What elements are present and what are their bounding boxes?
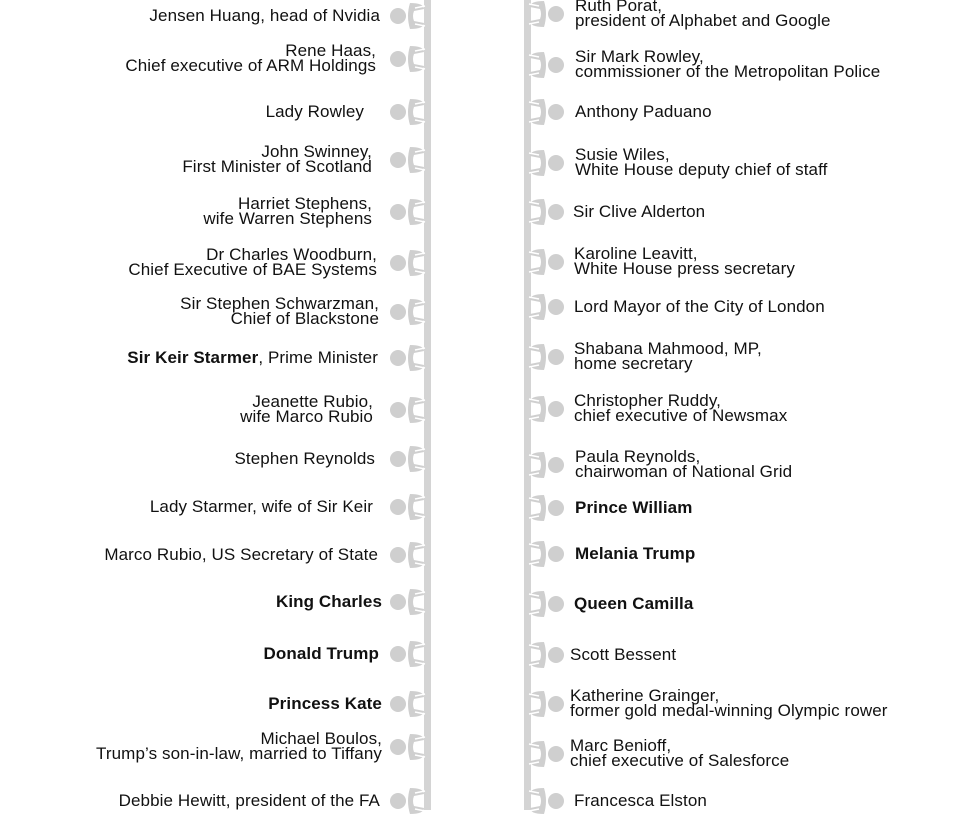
seat-left [388, 42, 428, 76]
guest-name: Princess Kate [268, 694, 382, 713]
guest-role-line: Chief executive of ARM Holdings [125, 56, 376, 75]
guest-name: Prince William [575, 498, 693, 517]
guest-name: Stephen Reynolds [234, 449, 375, 468]
right-guest [574, 793, 707, 808]
guest-name: Susie Wiles, [575, 145, 670, 164]
left-guest [104, 547, 378, 562]
guest-name: Katherine Grainger, [570, 686, 720, 705]
seat-left [388, 246, 428, 280]
guest-role-line: wife Marco Rubio [240, 407, 373, 426]
seat-right [526, 737, 566, 771]
seat-right [526, 95, 566, 129]
guest-role-line: First Minister of Scotland [182, 157, 372, 176]
left-guest [150, 499, 373, 514]
seat-right [526, 0, 566, 31]
seat-right [526, 340, 566, 374]
guest-name: Sir Mark Rowley, [575, 47, 704, 66]
guest-name: Sir Keir Starmer [127, 348, 259, 367]
guest-name: Dr Charles Woodburn, [206, 245, 377, 264]
guest-name: Paula Reynolds, [575, 447, 701, 466]
guest-role-line: White House press secretary [574, 259, 795, 278]
seat-right [526, 245, 566, 279]
right-guest [570, 738, 789, 768]
seat-left [388, 295, 428, 329]
guest-role: , president of the FA [225, 791, 380, 810]
guest-name: Karoline Leavitt, [574, 244, 698, 263]
guest-role-line: commissioner of the Metropolitan Police [575, 62, 881, 81]
right-guest [575, 449, 792, 479]
guest-name: John Swinney, [261, 142, 372, 161]
left-guest [234, 451, 375, 466]
right-guest [570, 688, 888, 718]
seat-right [526, 290, 566, 324]
left-guest [268, 696, 382, 711]
guest-name: Lady Rowley [265, 102, 364, 121]
guest-role-line: wife Warren Stephens [203, 209, 372, 228]
guest-role: , wife of Sir Keir [252, 497, 373, 516]
guest-name: Jensen Huang [149, 6, 261, 25]
seat-left [388, 490, 428, 524]
seat-left [388, 143, 428, 177]
guest-name: Sir Stephen Schwarzman, [180, 294, 379, 313]
left-guest [127, 350, 378, 365]
guest-role-line: former gold medal-winning Olympic rower [570, 701, 888, 720]
seat-right [526, 491, 566, 525]
left-guest [182, 144, 372, 174]
right-guest [574, 299, 825, 314]
guest-role-line: Trump’s son-in-law, married to Tiffany [96, 744, 382, 763]
guest-name: Francesca Elston [574, 791, 707, 810]
right-guest [574, 596, 693, 611]
seat-left [388, 341, 428, 375]
left-guest [276, 594, 382, 609]
guest-role-line: chairwoman of National Grid [575, 462, 793, 481]
guest-name: Christopher Ruddy, [574, 391, 721, 410]
right-guest [573, 204, 705, 219]
seat-left [388, 687, 428, 721]
left-guest [119, 793, 380, 808]
left-guest [203, 196, 372, 226]
guest-name: Lady Starmer [149, 497, 253, 516]
seat-right [526, 448, 566, 482]
left-guest [125, 43, 376, 73]
guest-name: Debbie Hewitt [118, 791, 226, 810]
left-guest [264, 646, 379, 661]
seat-right [526, 195, 566, 229]
guest-name: Rene Haas, [285, 41, 376, 60]
seat-left [388, 95, 428, 129]
guest-role-line: chief executive of Salesforce [570, 751, 790, 770]
right-guest [574, 341, 762, 371]
guest-name: King Charles [275, 592, 382, 611]
guest-role-line: White House deputy chief of staff [575, 160, 828, 179]
seat-left [388, 637, 428, 671]
left-guest [96, 731, 382, 761]
right-guest [575, 104, 712, 119]
seat-right [526, 48, 566, 82]
seat-right [526, 146, 566, 180]
guest-name: Marc Benioff, [570, 736, 672, 755]
left-guest [266, 104, 364, 119]
left-guest [128, 247, 377, 277]
left-guest [240, 394, 373, 424]
guest-role: , head of Nvidia [260, 6, 380, 25]
right-guest [574, 393, 787, 423]
guest-role-line: chief executive of Newsmax [574, 406, 788, 425]
guest-role-line: Chief of Blackstone [230, 309, 379, 328]
seat-right [526, 687, 566, 721]
seat-right [526, 392, 566, 426]
guest-name: Jeanette Rubio, [252, 392, 373, 411]
right-guest [570, 647, 676, 662]
seat-right [526, 638, 566, 672]
guest-role-line: Chief Executive of BAE Systems [128, 260, 377, 279]
guest-name: Scott Bessent [570, 645, 677, 664]
guest-name: Lord Mayor of the City of London [574, 297, 825, 316]
left-guest [180, 296, 379, 326]
guest-name: Michael Boulos, [260, 729, 382, 748]
guest-name: Queen Camilla [574, 594, 694, 613]
right-guest [575, 500, 692, 515]
guest-role-line: president of Alphabet and Google [575, 11, 831, 30]
right-guest [575, 147, 827, 177]
right-guest [575, 0, 831, 28]
guest-role: , Prime Minister [258, 348, 378, 367]
right-guest [575, 546, 695, 561]
seat-left [388, 442, 428, 476]
guest-role-line: home secretary [574, 354, 693, 373]
guest-name: Donald Trump [263, 644, 379, 663]
guest-name: Marco Rubio [104, 545, 202, 564]
seat-left [388, 585, 428, 619]
seat-left [388, 730, 428, 764]
guest-name: Harriet Stephens, [238, 194, 372, 213]
seat-left [388, 195, 428, 229]
left-guest [149, 8, 380, 23]
right-guest [574, 246, 795, 276]
guest-name: Sir Clive Alderton [573, 202, 706, 221]
seat-left [388, 784, 428, 818]
right-guest [575, 49, 880, 79]
seat-left [388, 538, 428, 572]
guest-role: , US Secretary of State [201, 545, 378, 564]
seat-right [526, 587, 566, 621]
guest-name: Melania Trump [575, 544, 696, 563]
seat-left [388, 0, 428, 33]
guest-name: Anthony Paduano [575, 102, 712, 121]
seat-right [526, 537, 566, 571]
guest-name: Shabana Mahmood, MP, [574, 339, 762, 358]
seat-left [388, 393, 428, 427]
guest-name: Ruth Porat, [575, 0, 663, 15]
seat-right [526, 784, 566, 818]
